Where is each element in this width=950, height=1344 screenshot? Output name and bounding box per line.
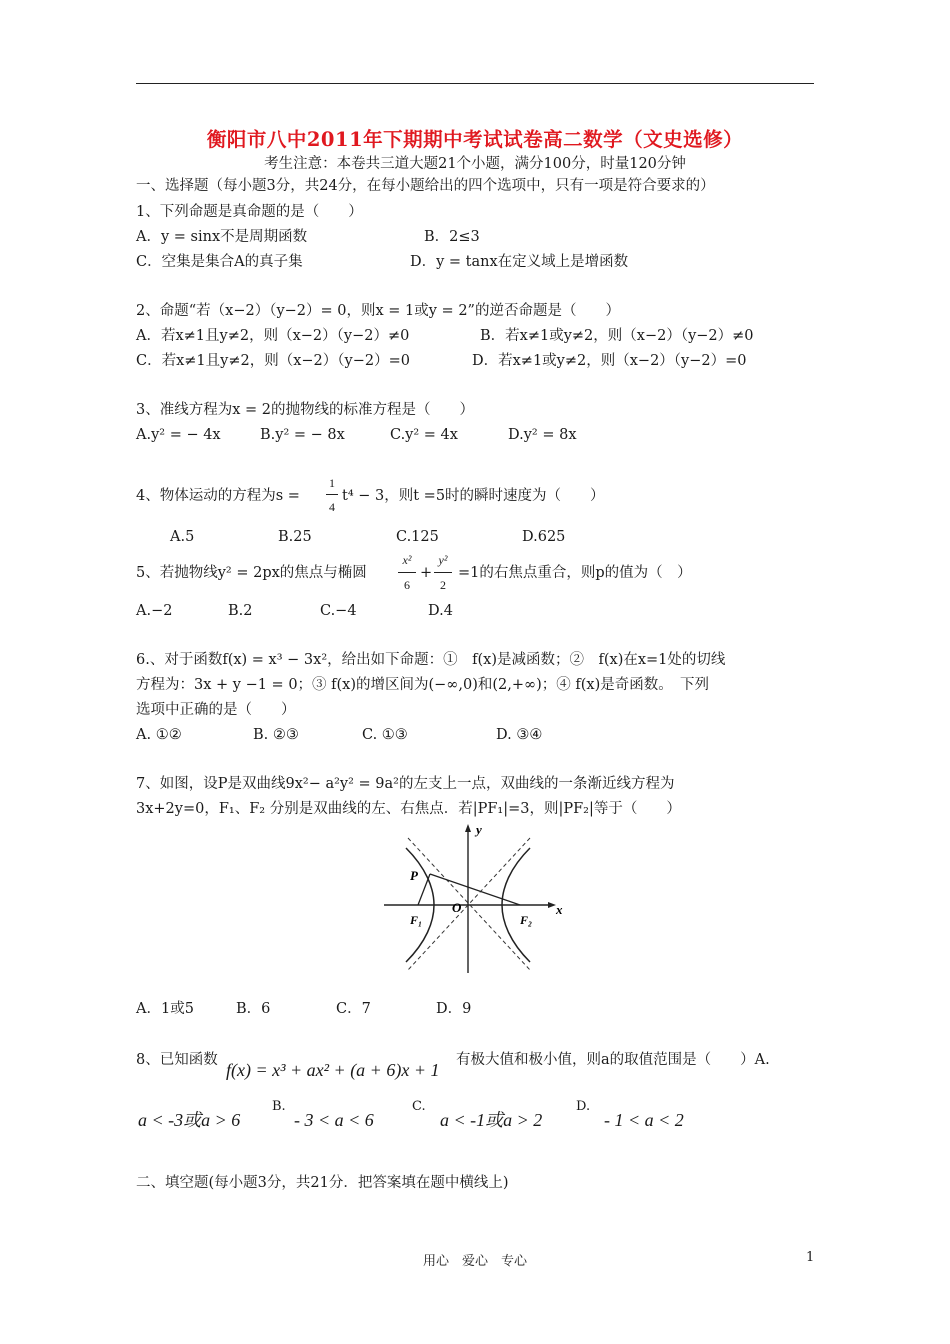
q8-option-b: - 3 < a < 6	[294, 1110, 374, 1130]
q4-option-c: C.125	[396, 529, 439, 545]
q5-fraction2-bar	[434, 572, 452, 573]
origin-label: O	[452, 900, 462, 915]
section-1-heading: 一、选择题（每小题3分，共24分，在每小题给出的四个选项中，只有一项是符合要求的）	[136, 178, 715, 194]
q4-fraction-bar	[326, 494, 338, 495]
point-p-label: P	[410, 868, 418, 883]
q4-option-b: B.25	[278, 529, 312, 545]
q4-option-d: D.625	[522, 529, 566, 545]
q5-fraction1-numerator: x²	[402, 553, 412, 567]
q8-stem-end: 有极大值和极小值，则a的取值范围是（ ）A.	[456, 1052, 770, 1068]
q1-stem: 1、下列命题是真命题的是（ ）	[136, 204, 363, 220]
page-title: 衡阳市八中2011年下期期中考试试卷高二数学（文史选修）	[206, 128, 744, 151]
q7-option-b: B．6	[236, 1001, 271, 1017]
q8-option-d-label: D.	[576, 1099, 591, 1114]
q7-option-d: D．9	[436, 1001, 472, 1017]
q5-option-d: D.4	[428, 603, 453, 619]
q7-option-c: C．7	[336, 1001, 371, 1017]
y-axis-label: y	[476, 822, 482, 837]
q4-fraction-denominator: 4	[329, 500, 335, 514]
q6-option-a: A. ①②	[136, 727, 182, 743]
q2-option-d: D．若x≠1或y≠2，则（x−2）（y−2）=0	[472, 353, 747, 369]
q8-stem-start: 8、已知函数	[136, 1052, 218, 1068]
q3-option-d: D.y² = 8x	[508, 427, 577, 443]
q8-option-d: - 1 < a < 2	[604, 1110, 684, 1130]
q1-option-b: B．2≤3	[424, 229, 480, 245]
q5-option-b: B.2	[228, 603, 253, 619]
focus-f2-label: F₂	[520, 913, 533, 927]
q2-stem: 2、命题“若（x−2）（y−2）= 0，则x = 1或y = 2”的逆否命题是（ ）	[136, 303, 620, 319]
q5-fraction2-numerator: y²	[438, 553, 448, 567]
q8-option-c-label: C.	[412, 1099, 426, 1114]
q2-option-b: B．若x≠1或y≠2，则（x−2）（y−2）≠0	[480, 328, 754, 344]
q5-stem-end: =1的右焦点重合，则p的值为（ ）	[458, 565, 692, 581]
q2-option-c: C．若x≠1且y≠2，则（x−2）（y−2）=0	[136, 353, 410, 369]
q4-fraction-numerator: 1	[329, 476, 335, 490]
focus-f1-label: F₁	[410, 913, 423, 927]
q3-stem: 3、准线方程为x = 2的抛物线的标准方程是（ ）	[136, 402, 474, 418]
q4-stem-end: t⁴ − 3，则t =5时的瞬时速度为（ ）	[342, 488, 605, 504]
q8-option-a: a < -3或a > 6	[138, 1110, 241, 1130]
segment-p-f1	[418, 874, 430, 905]
q5-stem-start: 5、若抛物线y² = 2px的焦点与椭圆	[136, 565, 367, 581]
q3-option-a: A.y² = − 4x	[136, 427, 221, 443]
q1-option-a: A．y = sinx不是周期函数	[136, 229, 308, 245]
q3-option-c: C.y² = 4x	[390, 427, 458, 443]
section-2-heading: 二、填空题(每小题3分，共21分．把答案填在题中横线上)	[136, 1175, 509, 1191]
x-axis-arrow-icon	[548, 902, 556, 908]
q5-fraction1-denominator: 6	[404, 578, 410, 592]
q7-stem-line-1: 7、如图，设P是双曲线9x²− a²y² = 9a²的左支上一点，双曲线的一条渐近线方程为	[136, 776, 675, 792]
q8-function-formula: f(x) = x³ + ax² + (a + 6)x + 1	[226, 1060, 440, 1080]
page-number: 1	[806, 1250, 815, 1265]
q5-option-a: A.−2	[136, 603, 173, 619]
q5-plus-sign: +	[420, 565, 433, 581]
q5-fraction2-denominator: 2	[440, 578, 446, 592]
q5-option-c: C.−4	[320, 603, 357, 619]
page-footer: 用心 爱心 专心	[422, 1254, 527, 1269]
header-rule	[136, 83, 814, 84]
y-axis-arrow-icon	[465, 824, 471, 832]
segment-p-f2	[430, 874, 520, 905]
q8-option-c: a < -1或a > 2	[440, 1110, 543, 1130]
q5-fraction1-bar	[398, 572, 416, 573]
q8-option-b-label: B.	[272, 1099, 286, 1114]
q6-option-d: D. ③④	[496, 727, 543, 743]
q7-option-a: A．1或5	[136, 1001, 194, 1017]
q6-option-b: B. ②③	[253, 727, 299, 743]
q3-option-b: B.y² = − 8x	[260, 427, 345, 443]
q6-option-c: C. ①③	[362, 727, 408, 743]
exam-instructions: 考生注意：本卷共三道大题21个小题，满分100分，时量120分钟	[264, 156, 686, 172]
q7-stem-line-2: 3x+2y=0，F₁、F₂ 分别是双曲线的左、右焦点．若|PF₁|=3，则|PF₂|等于（ ）	[136, 801, 681, 817]
q6-stem-line-1: 6.、对于函数f(x) = x³ − 3x²，给出如下命题：① f(x)是减函数；② f(x)在x=1处的切线	[136, 652, 726, 668]
q1-option-d: D．y = tanx在定义域上是增函数	[410, 254, 629, 270]
q4-stem-start: 4、物体运动的方程为s =	[136, 488, 300, 504]
hyperbola-figure	[380, 818, 580, 978]
x-axis-label: x	[556, 902, 563, 917]
q1-option-c: C．空集是集合A的真子集	[136, 254, 303, 270]
q6-stem-line-3: 选项中正确的是（ ）	[136, 702, 296, 718]
q6-stem-line-2: 方程为：3x + y −1 = 0；③ f(x)的增区间为(−∞,0)和(2,+∞)；④ f(x)是奇函数。 下列	[136, 677, 709, 693]
q4-option-a: A.5	[170, 529, 195, 545]
q2-option-a: A．若x≠1且y≠2，则（x−2）（y−2）≠0	[136, 328, 410, 344]
